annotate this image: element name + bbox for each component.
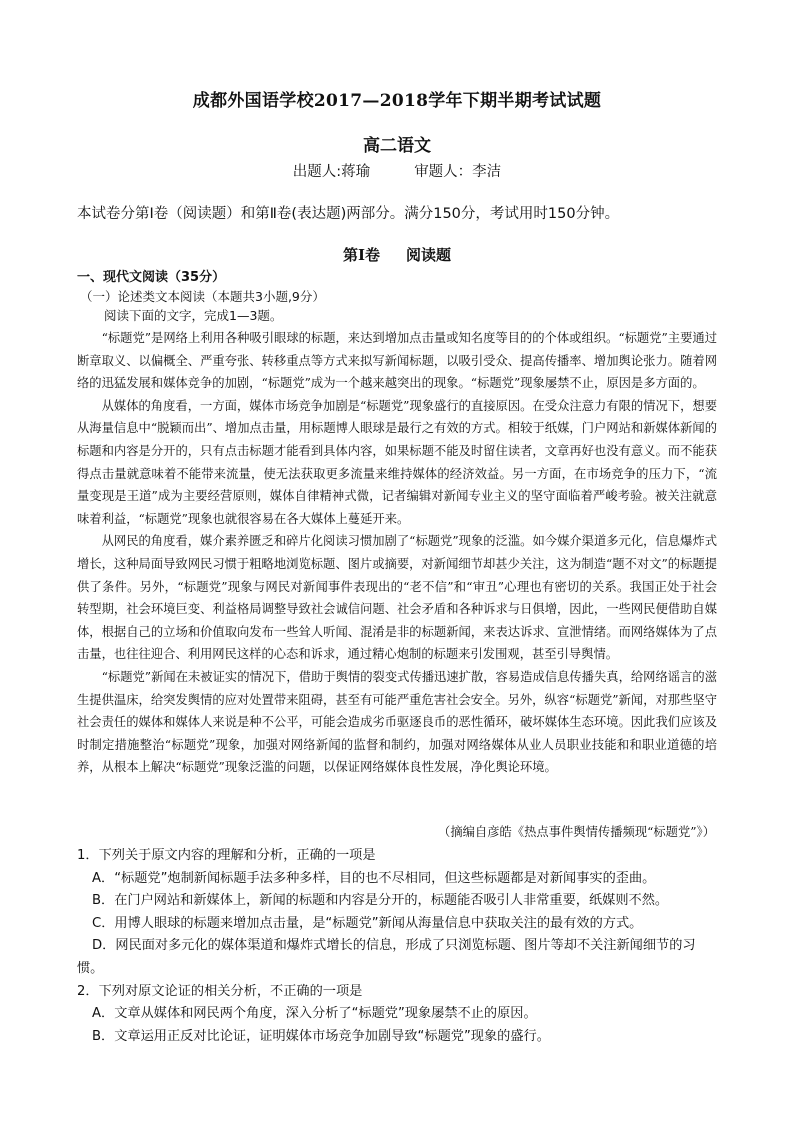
reviewer: 审题人：李洁 [414, 164, 502, 180]
option-b: B．在门户网站和新媒体上，新闻的标题和内容是分开的，标题能否吸引人非常重要，纸媒则不然。 [92, 893, 669, 909]
passage-paragraph: “标题党”新闻在未被证实的情况下，借助于舆情的裂变式传播迅速扩散，容易造成信息传播失真，给网络谣言的滋生提供温床，给突发舆情的应对处置带来阻碍，甚至有可能严重危害社会安全。另外，纵容“标题党”新闻，对那些坚守社会责任的媒体和媒体人来说是种不公平，可能会造成劣币驱逐良币的恶性循环，破坏媒体生态环境。因此我们应该及时制定措施整治“标题党”现象，加强对网络新闻的监督和制约，加强对网络媒体从业人员职业技能和和职业道德的培养，从根本上解决“标题党”现象泛滥的问题，以保证网络媒体良性发展，净化舆论环境。 [77, 669, 717, 775]
exam-intro: 本试卷分第Ⅰ卷（阅读题）和第Ⅱ卷(表达题)两部分。满分150分，考试用时150分钟。 [77, 206, 620, 222]
passage-paragraph: 从媒体的角度看，一方面，媒体市场竞争加剧是“标题党”现象盛行的直接原因。在受众注意力有限的情况下，想要从海量信息中“脱颖而出”、增加点击量，用标题博人眼球是最行之有效的方式。相较于纸媒，门户网站和新媒体新闻的标题和内容是分开的，只有点击标题才能看到具体内容，如果标题不能及时留住读者，文章再好也没有意义。而不能获得点击量就意味着不能带来流量，使无法获取更多流量来维持媒体的经济效益。另一方面，在市场竞争的压力下，“流量变现是王道”成为主要经营原则，媒体自律精神式微，记者编辑对新闻专业主义的坚守面临着严峻考验。被关注就意味着利益，“标题党”现象也就很容易在各大媒体上蔓延开来。 [77, 398, 717, 526]
question-stem: 2．下列对原文论证的相关分析，不正确的一项是 [77, 983, 363, 999]
question-2 [77, 981, 717, 1049]
reading-instruction: 阅读下面的文字，完成1—3题。 [104, 308, 283, 323]
reading-passage [77, 327, 717, 779]
section-heading: 一、现代文阅读（35分） [77, 270, 226, 285]
question-setter: 出题人:蒋瑜 [292, 164, 371, 180]
question-list [77, 845, 717, 1048]
exam-title: 成都外国语学校2017—2018学年下期半期考试试题 [192, 91, 602, 111]
part-heading [0, 244, 794, 265]
passage-paragraph: “标题党”是网络上利用各种吸引眼球的标题，来达到增加点击量或知名度等目的的个体或组织。“标题党”主要通过断章取义、以偏概全、严重夸张、转移重点等方式来拟写新闻标题，以吸引受众、提高传播率、增加舆论张力。随着网络的迅猛发展和媒体竞争的加剧，“标题党”成为一个越来越突出的现象。“标题党”现象屡禁不止，原因是多方面的。 [77, 331, 717, 391]
subsection-heading: （一）论述类文本阅读（本题共3小题,9分） [80, 289, 325, 304]
subject-title: 高二语文 [363, 136, 431, 156]
option-d: D．网民面对多元化的媒体渠道和爆炸式增长的信息，形成了只浏览标题、图片等却不关注新闻细节的习惯。 [77, 938, 696, 976]
author-line [0, 160, 794, 181]
part-label: 第Ⅰ卷 [342, 246, 380, 264]
passage-paragraph: 从网民的角度看，媒介素养匮乏和碎片化阅读习惯加剧了“标题党”现象的泛滥。如今媒介渠道多元化，信息爆炸式增长，这种局面导致网民习惯于粗略地浏览标题、图片或摘要，对新闻细节却甚少关注，这为制造“题不对文”的标题提供了条件。另外，“标题党”现象与网民对新闻事件表现出的“老不信”和“审丑”心理也有密切的关系。我国正处于社会转型期，社会环境巨变、利益格局调整导致社会诚信问题、社会矛盾和各种诉求与日俱增，因此，一些网民便借助自媒体，根据自己的立场和价值取向发布一些耸人听闻、混淆是非的标题新闻，来表达诉求、宣泄情绪。而网络媒体为了点击量，也往往迎合、利用网民这样的心态和诉求，通过精心炮制的标题来引发围观，甚至引导舆情。 [77, 534, 717, 662]
question-stem: 1．下列关于原文内容的理解和分析，正确的一项是 [77, 848, 376, 863]
option-a: A．“标题党”炮制新闻标题手法多种多样，目的也不尽相同，但这些标题都是对新闻事实的歪曲。 [92, 870, 656, 886]
passage-source: （摘编自彦皓《热点事件舆情传播频现“标题党”》） [438, 825, 715, 839]
option-c: C．用博人眼球的标题来增加点击量，是“标题党”新闻从海量信息中获取关注的最有效的方式。 [92, 915, 643, 931]
option-a: A．文章从媒体和网民两个角度，深入分析了“标题党”现象屡禁不止的原因。 [92, 1006, 537, 1022]
question-1 [77, 845, 717, 981]
option-b: B．文章运用正反对比论证，证明媒体市场竞争加剧导致“标题党”现象的盛行。 [92, 1028, 550, 1044]
part-name: 阅读题 [406, 246, 452, 264]
